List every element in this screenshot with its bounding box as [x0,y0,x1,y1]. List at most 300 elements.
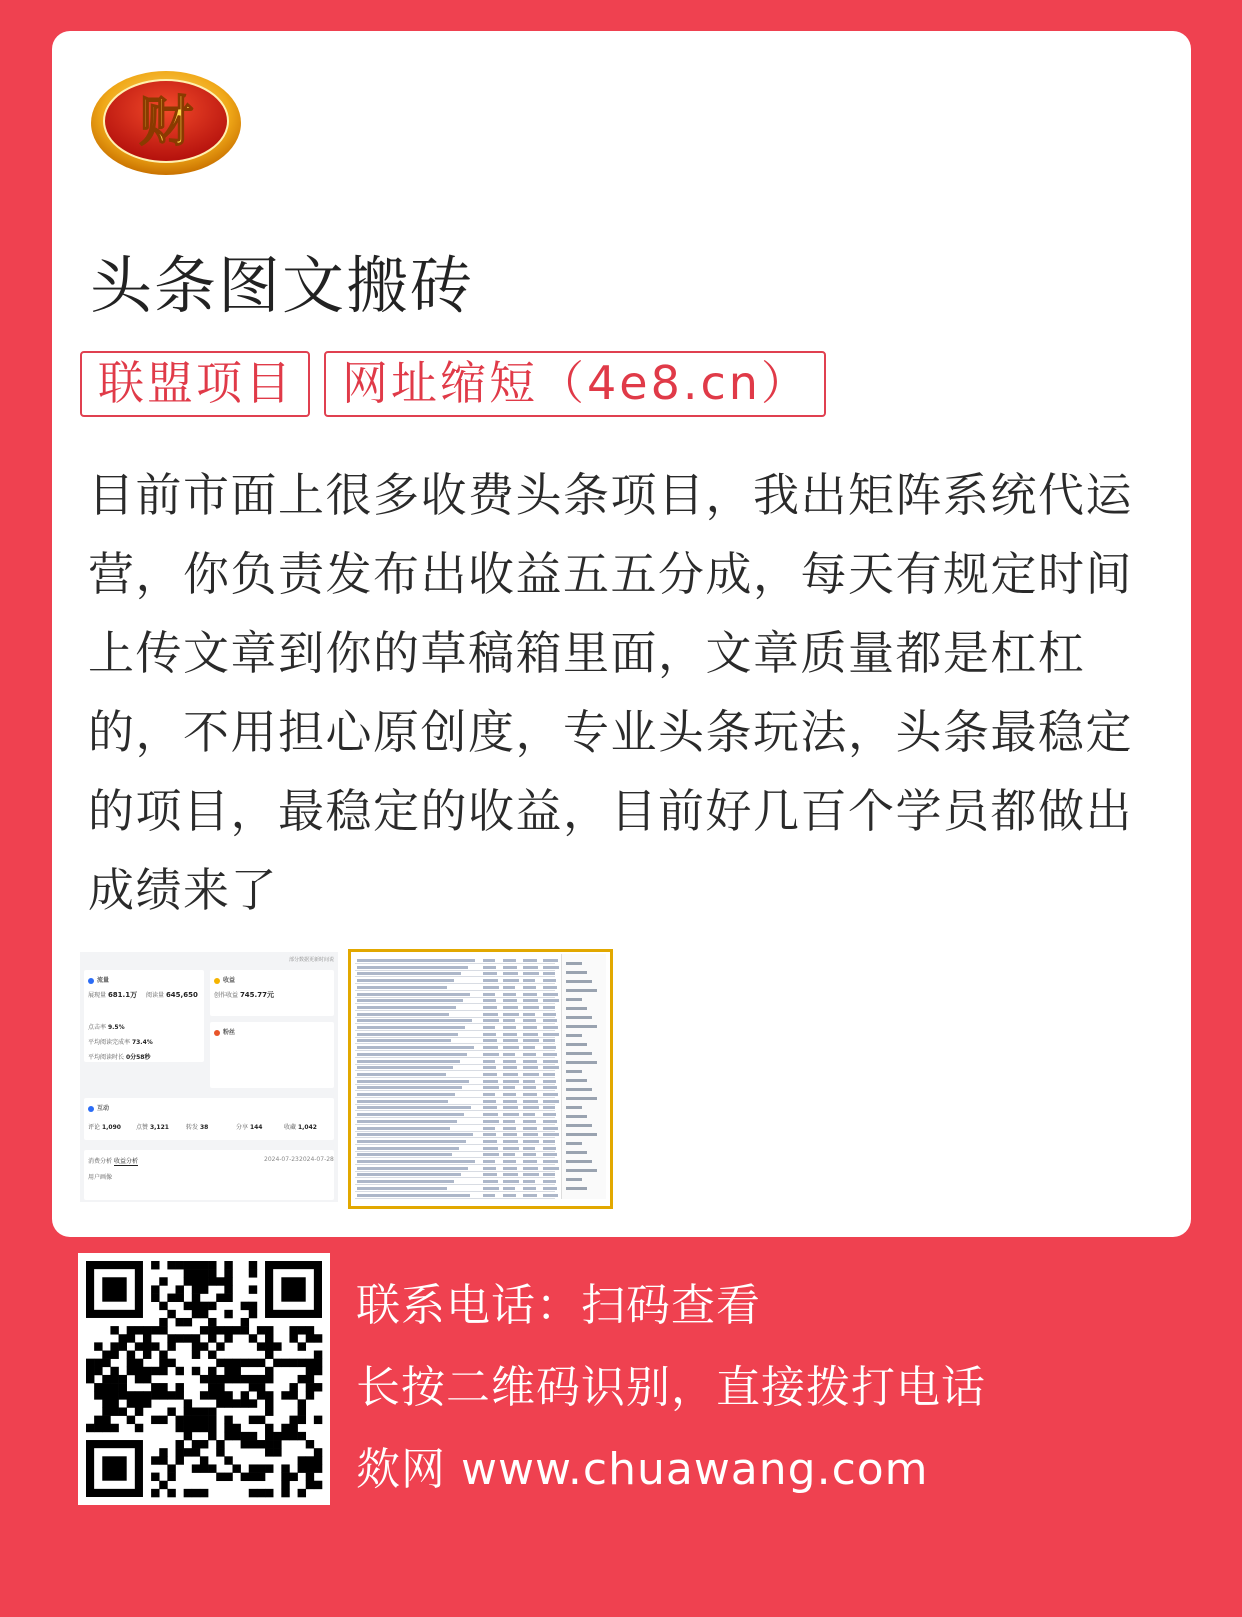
qr-module [249,1383,257,1391]
table-cell [483,1127,495,1130]
table-cell [483,1053,499,1056]
user-profile-label: 用户画像 [88,1174,113,1181]
qr-module [151,1285,159,1293]
duration-label: 平均阅读时长 [88,1054,125,1061]
table-row [357,966,468,969]
ctr-label: 点击率 [88,1024,107,1031]
table-cell [543,1153,557,1156]
table-cell [523,1080,535,1083]
qr-module [94,1359,102,1367]
table-cell [523,1160,537,1163]
table-cell [503,1026,516,1029]
table-cell [503,986,515,989]
qr-module [298,1342,306,1350]
qr-module [176,1391,184,1399]
qr-module [167,1342,175,1350]
qr-module [94,1342,102,1350]
table-cell [543,1086,557,1089]
qr-module [176,1294,184,1302]
tag-short-url[interactable]: 网址缩短（4e8.cn） [324,351,826,417]
qr-module [249,1375,257,1383]
table-cell [523,959,537,962]
table-cell [543,1194,558,1197]
table-cell [523,1127,537,1130]
table-row [357,1140,466,1143]
table-cell [503,1113,519,1116]
tab-consume[interactable]: 消费分析 [88,1158,113,1165]
table-cell [523,1153,536,1156]
qr-module [306,1334,314,1342]
table-cell [483,1039,497,1042]
table-cell [483,1113,498,1116]
qr-module [143,1334,151,1342]
table-row [357,1066,453,1069]
table-cell [523,1173,539,1176]
qr-module [102,1359,110,1367]
table-cell [543,1187,557,1190]
qr-module [184,1277,192,1285]
qr-module [298,1464,306,1472]
table-row-divider [355,963,555,964]
qr-module [298,1375,306,1383]
qr-module [257,1375,265,1383]
table-cell [543,993,558,996]
table-cell [543,1147,556,1150]
table-cell [483,1086,499,1089]
qr-module [265,1342,273,1350]
table-cell [503,1147,519,1150]
qr-module [281,1424,289,1432]
qr-module [224,1432,232,1440]
side-panel-item [566,1043,587,1046]
description: 目前市面上很多收费头条项目，我出矩阵系统代运营，你负责发布出收益五五分成，每天有规定时间上传文章到你的草稿箱里面，文章质量都是杠杠的，不用担心原创度，专业头条玩法，头条最稳定的项目，最稳定的收益，目前好几百个学员都做出成绩来了 [88,468,1133,917]
table-cell [483,1160,495,1163]
qr-module [167,1489,175,1497]
qr-module [257,1489,265,1497]
qr-module [102,1351,110,1359]
table-row [357,1006,456,1009]
forward-value: 144 [249,1124,263,1131]
table-cell [503,979,519,982]
table-cell [483,1133,496,1136]
qr-module [289,1334,297,1342]
qr-module [159,1351,167,1359]
qr-module [306,1375,314,1383]
qr-module [184,1261,192,1269]
qr-module [265,1424,273,1432]
qr-code[interactable] [78,1253,330,1505]
qr-module [119,1342,127,1350]
table-cell [483,1106,497,1109]
qr-module [232,1399,240,1407]
qr-module [289,1432,297,1440]
qr-module [127,1351,135,1359]
qr-module [184,1399,192,1407]
table-cell [543,979,556,982]
table-cell [543,1073,555,1076]
side-panel-item [566,1034,582,1037]
qr-module [216,1391,224,1399]
table-row [357,1120,457,1123]
qr-finder [281,1277,305,1301]
table-row-divider [355,1151,555,1152]
qr-module [192,1261,200,1269]
qr-module [216,1440,224,1448]
qr-module [192,1294,200,1302]
table-row-divider [355,976,555,977]
qr-module [176,1440,184,1448]
qr-module [192,1285,200,1293]
dashboard-header-link: 部分数据更新时间说 [288,957,334,963]
table-row-divider [355,990,555,991]
qr-module [110,1367,118,1375]
qr-module [281,1391,289,1399]
table-row-divider [355,1131,555,1132]
qr-module [176,1424,184,1432]
qr-module [289,1416,297,1424]
qr-module [184,1334,192,1342]
qr-module [159,1326,167,1334]
income-panel [210,970,334,1016]
qr-module [151,1294,159,1302]
side-panel-item [566,1007,587,1010]
qr-module [167,1473,175,1481]
table-cell [503,1053,515,1056]
qr-module [159,1383,167,1391]
qr-module [216,1294,224,1302]
table-cell [483,1180,498,1183]
qr-module [192,1424,200,1432]
table-cell [503,1100,517,1103]
qr-module [119,1391,127,1399]
qr-module [232,1424,240,1432]
qr-module [249,1285,257,1293]
qr-module [176,1261,184,1269]
table-cell [503,1060,516,1063]
table-row [357,972,461,975]
qr-module [176,1367,184,1375]
qr-module [110,1351,118,1359]
qr-module [289,1424,297,1432]
qr-module [167,1310,175,1318]
table-cell [503,1140,518,1143]
qr-finder [102,1456,126,1480]
qr-module [159,1448,167,1456]
qr-module [249,1440,257,1448]
table-row [357,1086,462,1089]
qr-module [135,1407,143,1415]
qr-module [102,1399,110,1407]
table-cell [503,1086,515,1089]
table-cell [523,1167,538,1170]
side-panel-item [566,980,592,983]
qr-module [192,1334,200,1342]
table-cell [523,1046,535,1049]
qr-module [281,1481,289,1489]
qr-module [208,1269,216,1277]
impressions-value: 681.1万 [107,991,138,999]
qr-module [200,1407,208,1415]
qr-module [216,1359,224,1367]
qr-module [94,1383,102,1391]
table-cell [483,993,495,996]
qr-module [110,1375,118,1383]
table-cell [543,966,559,969]
table-row [357,1187,447,1190]
qr-module [306,1456,314,1464]
table-cell [503,1180,519,1183]
qr-module [151,1391,159,1399]
qr-module [314,1351,322,1359]
qr-module [208,1391,216,1399]
table-row-divider [355,1198,555,1199]
qr-module [200,1261,208,1269]
qr-module [241,1391,249,1399]
qr-module [200,1310,208,1318]
table-row [357,1113,464,1116]
table-cell [503,1187,515,1190]
qr-module [208,1261,216,1269]
table-cell [523,1133,538,1136]
side-panel-item [566,1079,587,1082]
qr-module [224,1269,232,1277]
table-cell [503,1120,515,1123]
qr-module [159,1367,167,1375]
qr-module [86,1424,94,1432]
side-panel-item [566,1124,592,1127]
table-cell [543,999,559,1002]
qr-module [135,1424,143,1432]
impressions-label: 展现量 [88,992,107,999]
side-panel-item [566,1070,582,1073]
table-cell [523,1039,539,1042]
qr-module [159,1416,167,1424]
duration-value: 0分58秒 [125,1054,151,1061]
qr-module [281,1473,289,1481]
spreadsheet-screenshot [348,949,613,1209]
tag-alliance[interactable]: 联盟项目 [80,351,310,417]
table-row-divider [355,1090,555,1091]
qr-module [200,1277,208,1285]
income-icon [214,978,220,984]
qr-module [224,1277,232,1285]
qr-module [159,1359,167,1367]
qr-module [208,1318,216,1326]
table-cell [523,966,538,969]
spreadsheet-side-panel [561,954,606,1199]
qr-module [298,1416,306,1424]
qr-module [200,1440,208,1448]
qr-module [306,1473,314,1481]
qr-module [241,1359,249,1367]
table-cell [543,972,555,975]
table-row-divider [355,1124,555,1125]
table-cell [523,993,537,996]
qr-module [265,1375,273,1383]
qr-module [208,1277,216,1285]
table-cell [523,1026,537,1029]
qr-module [306,1464,314,1472]
table-row [357,1039,451,1042]
qr-module [135,1342,143,1350]
table-cell [523,1073,539,1076]
qr-module [143,1351,151,1359]
qr-module [200,1285,208,1293]
qr-module [216,1473,224,1481]
table-cell [543,1106,555,1109]
qr-module [208,1407,216,1415]
qr-module [143,1375,151,1383]
qr-module [151,1261,159,1269]
shares-value: 38 [199,1124,209,1131]
qr-module [127,1334,135,1342]
table-cell [523,1187,536,1190]
qr-module [273,1359,281,1367]
qr-module [110,1383,118,1391]
table-row-divider [355,1057,555,1058]
qr-module [159,1318,167,1326]
table-row [357,1080,469,1083]
qr-module [119,1383,127,1391]
interaction-panel [84,1098,334,1140]
qr-module [306,1383,314,1391]
table-cell [523,1100,538,1103]
qr-module [241,1399,249,1407]
contact-block [356,1265,986,1511]
qr-module [167,1391,175,1399]
table-cell [503,959,516,962]
qr-module [102,1375,110,1383]
qr-module [119,1334,127,1342]
table-cell [503,1153,515,1156]
table-cell [543,1127,558,1130]
table-cell [543,1100,559,1103]
page-title: 头条图文搬砖 [90,249,475,322]
table-cell [503,999,517,1002]
qr-module [232,1359,240,1367]
qr-module [110,1326,118,1334]
table-cell [543,1180,556,1183]
traffic-title: 流量 [97,977,110,984]
reads-label: 阅读量 [146,992,165,999]
qr-module [232,1375,240,1383]
table-cell [543,1167,559,1170]
qr-module [257,1473,265,1481]
contact-site[interactable]: 欻网 www.chuawang.com [356,1444,929,1495]
shares-label: 转发 [186,1124,199,1131]
contact-hint: 长按二维码识别，直接拨打电话 [356,1362,986,1413]
qr-module [102,1383,110,1391]
table-row [357,1167,468,1170]
qr-module [143,1367,151,1375]
table-row [357,999,463,1002]
table-row-divider [355,1104,555,1105]
qr-module [241,1440,249,1448]
side-panel-item [566,1061,597,1064]
qr-module [314,1334,322,1342]
table-cell [523,1113,535,1116]
side-panel-item [566,1106,582,1109]
qr-module [224,1285,232,1293]
qr-module [273,1448,281,1456]
qr-module [208,1383,216,1391]
qr-module [159,1302,167,1310]
table-row-divider [355,1010,555,1011]
qr-module [200,1416,208,1424]
tab-income[interactable]: 收益分析 [114,1158,139,1165]
qr-module [249,1269,257,1277]
table-row [357,1147,459,1150]
qr-module [224,1261,232,1269]
table-row-divider [355,1144,555,1145]
qr-module [257,1391,265,1399]
qr-module [208,1302,216,1310]
table-row [357,1033,458,1036]
qr-module [94,1424,102,1432]
table-cell [543,1113,556,1116]
table-cell [503,1019,515,1022]
qr-module [208,1375,216,1383]
qr-module [151,1456,159,1464]
date-end[interactable]: 2024-07-28 [299,1156,334,1163]
table-cell [483,1006,497,1009]
qr-module [249,1432,257,1440]
qr-module [224,1310,232,1318]
qr-module [298,1456,306,1464]
completion-value: 73.4% [131,1039,153,1046]
table-row-divider [355,1064,555,1065]
qr-module [184,1448,192,1456]
qr-module [265,1464,273,1472]
qr-module [184,1269,192,1277]
qr-module [265,1351,273,1359]
qr-module [232,1432,240,1440]
qr-module [216,1448,224,1456]
table-cell [483,1120,499,1123]
qr-module [143,1326,151,1334]
qr-module [192,1310,200,1318]
side-panel-item [566,1169,597,1172]
qr-module [273,1432,281,1440]
table-cell [483,1140,497,1143]
table-cell [523,1019,536,1022]
qr-module [176,1456,184,1464]
qr-module [159,1456,167,1464]
qr-module [127,1399,135,1407]
table-cell [523,999,538,1002]
qr-module [314,1464,322,1472]
qr-module [298,1489,306,1497]
qr-module [192,1269,200,1277]
table-cell [483,999,496,1002]
qr-module [314,1456,322,1464]
table-cell [543,1133,559,1136]
table-cell [523,1194,537,1197]
table-row [357,1173,461,1176]
qr-module [208,1367,216,1375]
qr-module [200,1464,208,1472]
qr-module [216,1326,224,1334]
table-cell [503,1160,516,1163]
qr-module [216,1383,224,1391]
table-row [357,1127,450,1130]
table-cell [523,986,536,989]
table-cell [543,1046,556,1049]
qr-module [224,1367,232,1375]
date-start[interactable]: 2024-07-23 [264,1156,299,1163]
table-cell [523,1006,539,1009]
qr-module [306,1391,314,1399]
